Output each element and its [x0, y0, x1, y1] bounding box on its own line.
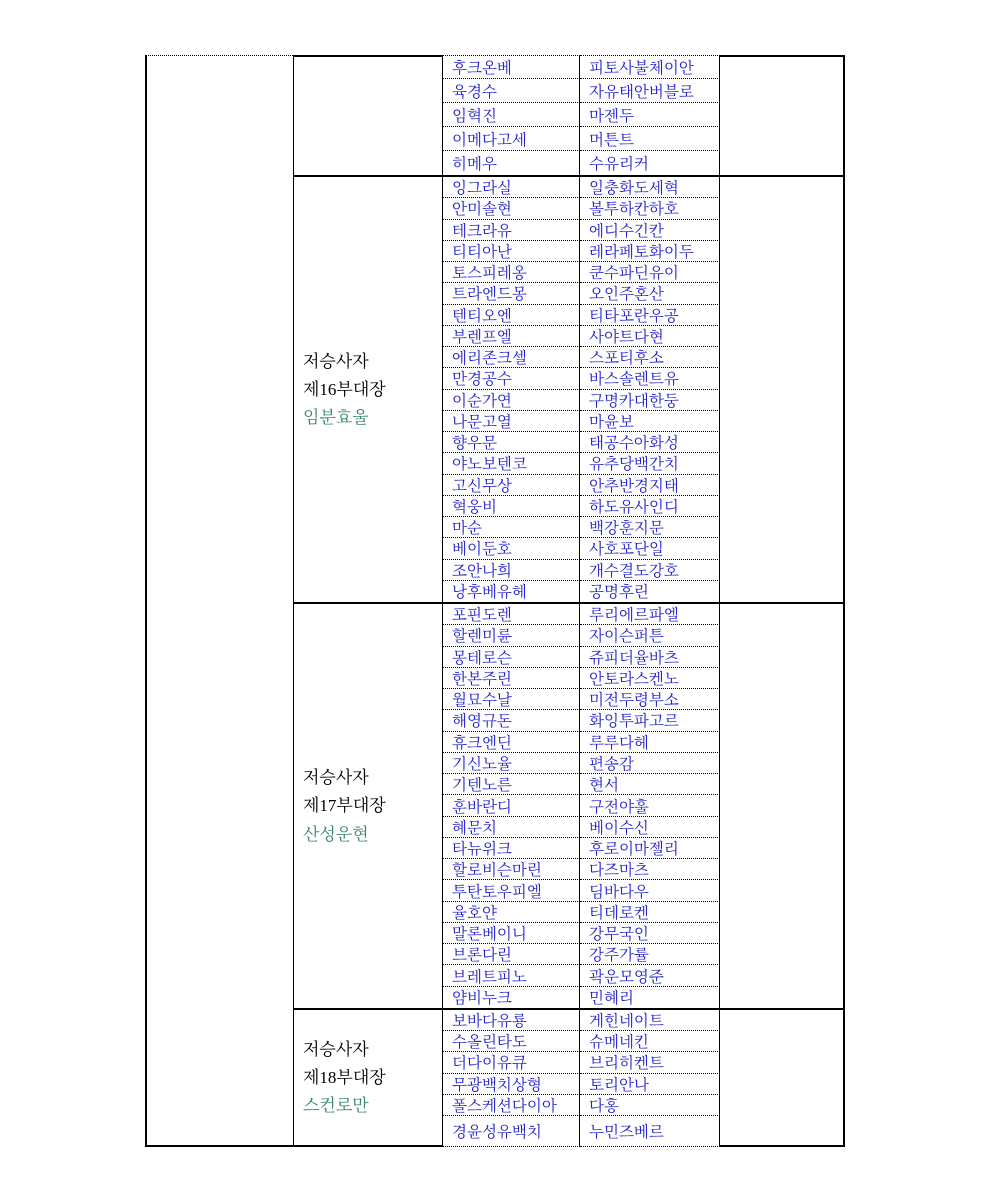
member-name-cell: 말론베이니	[443, 923, 580, 944]
unit-label-cell	[293, 604, 443, 1008]
unit-label-cell	[293, 1010, 443, 1147]
unit-type-label: 저승사자	[303, 351, 369, 371]
member-name-cell: 경윤성유백치	[443, 1116, 580, 1147]
member-name-cell: 할로비슨마린	[443, 859, 580, 880]
member-name-cell: 한본주린	[443, 668, 580, 689]
member-name-cell: 하도유사인디	[580, 496, 720, 517]
member-name-cell: 수유리커	[580, 151, 720, 175]
member-name-cell: 할렌미륜	[443, 625, 580, 646]
member-name-cell: 에디수긴칸	[580, 220, 720, 241]
member-name-cell: 나문고열	[443, 411, 580, 432]
member-name-cell: 안미솔현	[443, 198, 580, 219]
member-name-cell: 해영규돈	[443, 710, 580, 731]
unit-number-label: 제16부대장	[303, 379, 386, 399]
member-name-cell: 타뉴위크	[443, 838, 580, 859]
member-name-cell: 바스솔렌트유	[580, 368, 720, 389]
member-name-cell: 민혜리	[580, 987, 720, 1008]
member-name-cell: 다즈마츠	[580, 859, 720, 880]
member-name-cell: 오인주혼산	[580, 283, 720, 304]
section-continued	[293, 55, 845, 175]
member-name-cell: 만경공수	[443, 368, 580, 389]
member-name-cell: 브레트피노	[443, 965, 580, 986]
member-name-cell: 미전두령부소	[580, 689, 720, 710]
member-name-cell: 머튼트	[580, 127, 720, 151]
member-name-cell: 이메다고세	[443, 127, 580, 151]
member-name-cell: 루루다헤	[580, 732, 720, 753]
member-name-cell: 티데로켄	[580, 902, 720, 923]
member-name-cell: 더다이유큐	[443, 1052, 580, 1073]
member-name-cell: 안추반경지태	[580, 475, 720, 496]
member-name-cell: 월묘수날	[443, 689, 580, 710]
member-name-cell: 폴스케션다이아	[443, 1095, 580, 1116]
member-name-cell: 후로이마젤리	[580, 838, 720, 859]
empty-right-cell	[720, 1010, 845, 1147]
unit-type-label: 저승사자	[303, 768, 369, 788]
member-name-cell: 게힌네이트	[580, 1010, 720, 1031]
member-name-cell: 루리에르파엘	[580, 604, 720, 625]
roster-table	[145, 55, 845, 1147]
member-name-cell: 텐티오엔	[443, 305, 580, 326]
empty-left-column	[145, 55, 293, 1147]
member-name-cell: 누민즈베르	[580, 1116, 720, 1147]
member-name-cell: 혜문치	[443, 817, 580, 838]
member-name-cell: 레라페토화이두	[580, 241, 720, 262]
member-name-cell: 투탄토우피엘	[443, 880, 580, 901]
member-name-cell: 마윤보	[580, 411, 720, 432]
leader-name: 임분효울	[303, 408, 369, 428]
member-name-cell: 쥬피더율바츠	[580, 647, 720, 668]
member-name-cell: 자이슨퍼튼	[580, 625, 720, 646]
member-name-cell: 임혁진	[443, 103, 580, 127]
unit-number-label: 제18부대장	[303, 1067, 386, 1087]
section-제18부대장	[293, 1008, 845, 1147]
member-name-cell: 태공수아화성	[580, 432, 720, 453]
member-name-cell: 무광백치상형	[443, 1074, 580, 1095]
member-name-cell: 부렌프엘	[443, 326, 580, 347]
member-name-cell: 브론다린	[443, 944, 580, 965]
member-name-cell: 공명후린	[580, 581, 720, 602]
member-name-cell: 사호포단일	[580, 538, 720, 559]
member-name-cell: 티타포란우공	[580, 305, 720, 326]
member-name-cell: 마순	[443, 517, 580, 538]
member-name-cell: 베이둔호	[443, 538, 580, 559]
member-name-cell: 다홍	[580, 1095, 720, 1116]
member-name-cell: 육경수	[443, 79, 580, 103]
member-name-cell: 구전야훌	[580, 795, 720, 816]
member-name-cell: 트라엔드몽	[443, 283, 580, 304]
member-name-cell: 강주가률	[580, 944, 720, 965]
unit-label-cell	[293, 55, 443, 175]
member-name-cell: 구명카대한둥	[580, 390, 720, 411]
empty-right-cell	[720, 604, 845, 1008]
member-name-cell: 토스피레옹	[443, 262, 580, 283]
unit-label-cell	[293, 177, 443, 602]
member-name-cell: 스포티후소	[580, 347, 720, 368]
empty-right-cell	[720, 55, 845, 175]
member-name-cell: 후크온베	[443, 55, 580, 79]
member-name-cell: 브리히켄트	[580, 1052, 720, 1073]
member-name-cell: 유추당백간치	[580, 453, 720, 474]
member-name-cell: 보바다유룡	[443, 1010, 580, 1031]
member-name-cell: 토리안나	[580, 1074, 720, 1095]
unit-number-label: 제17부대장	[303, 796, 386, 816]
member-name-cell: 히메우	[443, 151, 580, 175]
member-name-cell: 백강훈지문	[580, 517, 720, 538]
section-제16부대장	[293, 175, 845, 602]
member-name-cell: 딤바다우	[580, 880, 720, 901]
member-name-cell: 쿤수파딘유이	[580, 262, 720, 283]
member-name-cell: 테크라유	[443, 220, 580, 241]
member-name-cell: 자유태안버블로	[580, 79, 720, 103]
member-name-cell: 사야트다현	[580, 326, 720, 347]
member-name-cell: 휴크엔딘	[443, 732, 580, 753]
member-name-cell: 곽운모영준	[580, 965, 720, 986]
member-name-cell: 볼투하칸하호	[580, 198, 720, 219]
member-name-cell: 현서	[580, 774, 720, 795]
member-name-cell: 낭후베유헤	[443, 581, 580, 602]
member-name-cell: 혁웅비	[443, 496, 580, 517]
member-name-cell: 마젠두	[580, 103, 720, 127]
section-제17부대장	[293, 602, 845, 1008]
member-name-cell: 이순가연	[443, 390, 580, 411]
leader-name: 산성운현	[303, 824, 369, 844]
member-name-cell: 고신무상	[443, 475, 580, 496]
member-name-cell: 몽테로슨	[443, 647, 580, 668]
member-name-cell: 포핀도렌	[443, 604, 580, 625]
member-name-cell: 피토사불체이안	[580, 55, 720, 79]
member-name-cell: 훈바란디	[443, 795, 580, 816]
member-name-cell: 개수결도강호	[580, 560, 720, 581]
member-name-cell: 수올린타도	[443, 1031, 580, 1052]
member-name-cell: 일충화도세혁	[580, 177, 720, 198]
unit-type-label: 저승사자	[303, 1039, 369, 1059]
member-name-cell: 편송감	[580, 753, 720, 774]
leader-name: 스컨로만	[303, 1096, 369, 1116]
member-name-cell: 얌비누크	[443, 987, 580, 1008]
member-name-cell: 강무국인	[580, 923, 720, 944]
member-name-cell: 향우문	[443, 432, 580, 453]
member-name-cell: 티티아난	[443, 241, 580, 262]
member-name-cell: 잉그라실	[443, 177, 580, 198]
member-name-cell: 에리존크셀	[443, 347, 580, 368]
member-name-cell: 기텐노른	[443, 774, 580, 795]
member-name-cell: 기신노율	[443, 753, 580, 774]
member-name-cell: 조안나희	[443, 560, 580, 581]
member-name-cell: 슈메네킨	[580, 1031, 720, 1052]
member-name-cell: 율호얀	[443, 902, 580, 923]
member-name-cell: 화잉투파고르	[580, 710, 720, 731]
member-name-cell: 야노보텐코	[443, 453, 580, 474]
member-name-cell: 안토라스켄노	[580, 668, 720, 689]
empty-right-cell	[720, 177, 845, 602]
member-name-cell: 베이수신	[580, 817, 720, 838]
